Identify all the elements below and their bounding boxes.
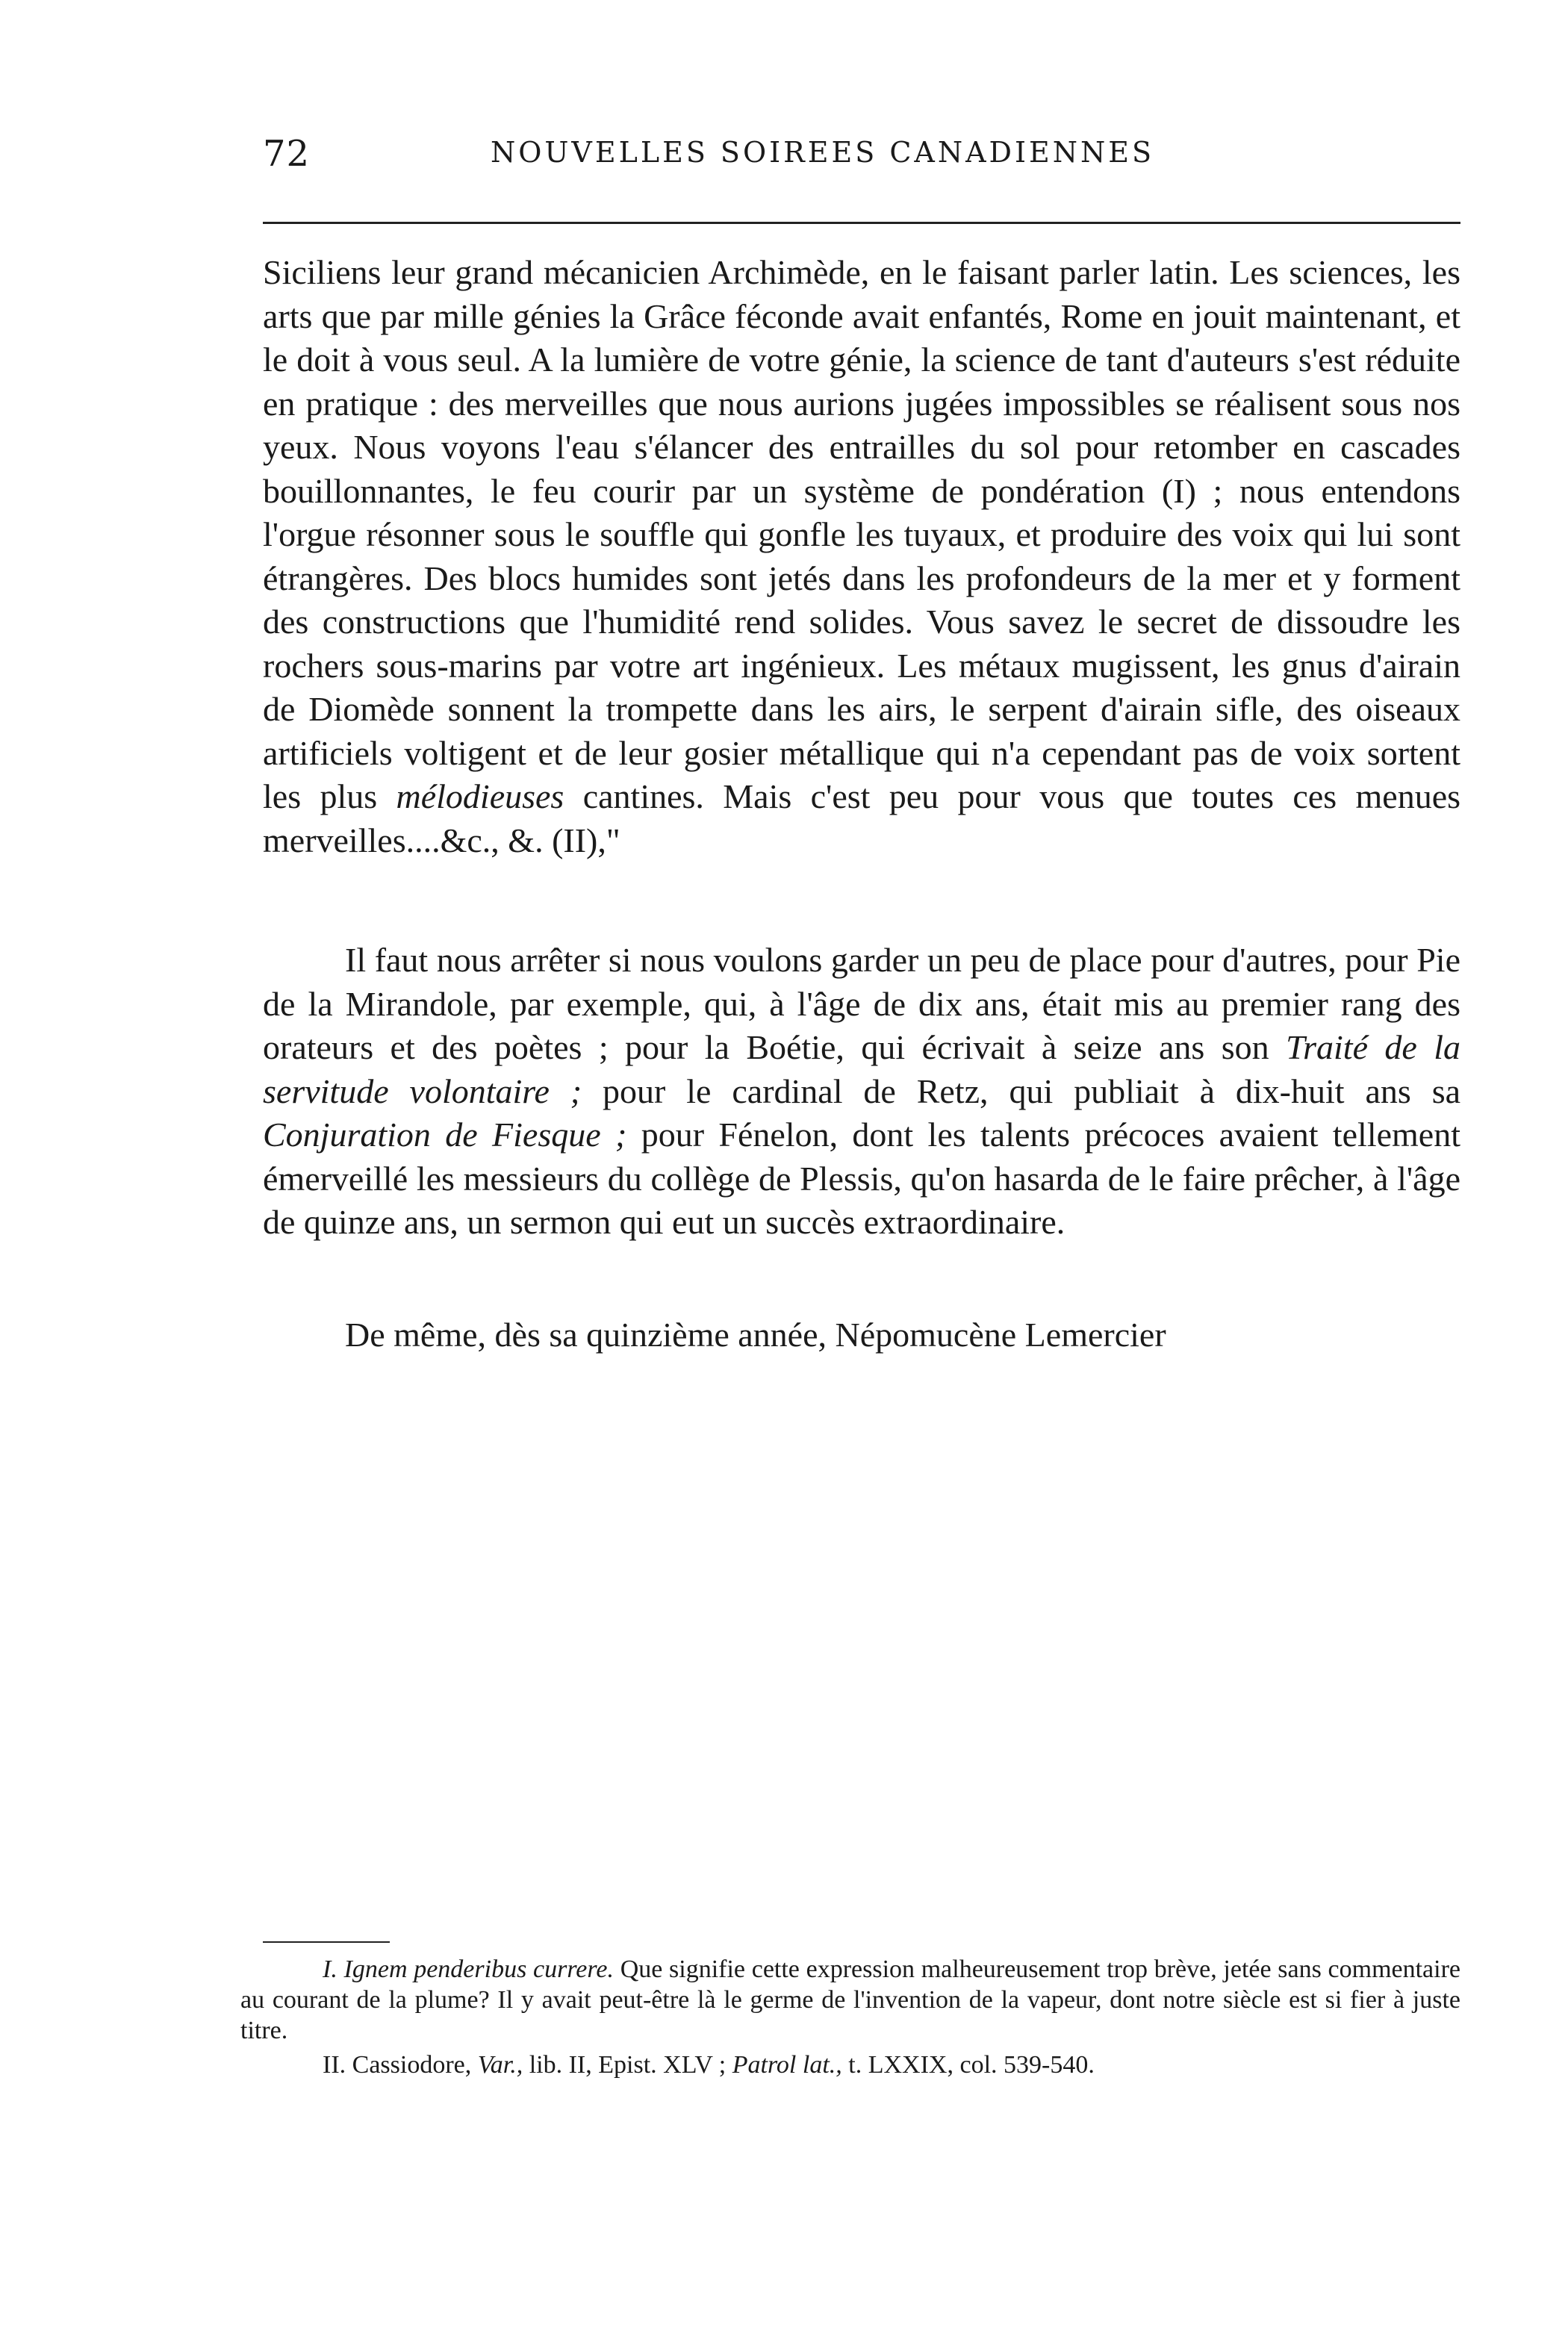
- body-text: [263, 251, 1460, 1357]
- paragraph-2-title-conjuration: Conjuration de Fiesque ;: [263, 1116, 627, 1154]
- footnote-2-text-b: lib. II, Epist. XLV ;: [529, 2051, 727, 2079]
- page-number: 72: [263, 133, 311, 175]
- paragraph-gap: [263, 862, 1460, 939]
- header-rule: [263, 222, 1460, 224]
- footnote-1: [240, 1954, 1460, 2046]
- footnote-2-text-a: II. Cassiodore,: [323, 2051, 472, 2079]
- footnote-1-quote: Ignem penderibus currere.: [343, 1955, 614, 1983]
- paragraph-gap: [263, 1245, 1460, 1313]
- paragraph-2-text-a: Il faut nous arrêter si nous voulons garder un peu de place pour d'autres, pour Pie de la Mirandole, par exemple, qui, à l'âge de dix ans, était mis au premier rang des orateurs et des poètes ; pour la Boétie, qui écrivait à seize ans son: [263, 941, 1460, 1066]
- footnote-2-italic-var: Var.,: [477, 2051, 523, 2079]
- running-title: NOUVELLES SOIREES CANADIENNES: [491, 136, 1155, 169]
- paragraph-3: De même, dès sa quinzième année, Népomucène Lemercier: [345, 1315, 1166, 1354]
- paragraph-1-end: cantines. Mais c'est peu pour vous que toutes ces menues merveilles....&c., &. (II),": [263, 777, 1461, 859]
- footnote-2-italic-patrol: Patrol lat.,: [732, 2051, 842, 2079]
- paragraph-2-text-c: pour Fénelon, dont les talents précoces avaient tellement émerveillé les messieurs du collège de Plessis, qu'on hasarda de le faire prêcher, à l'âge de quinze ans, un sermon qui eut un succès extraordinaire.: [263, 1116, 1461, 1241]
- paragraph-2: [263, 939, 1460, 1245]
- footnotes: [240, 1954, 1460, 2084]
- footnote-rule: [263, 1941, 390, 1943]
- page-header: [263, 133, 1457, 185]
- paragraph-1-italic: mélodieuses: [396, 777, 564, 815]
- footnote-1-label: I.: [323, 1955, 337, 1983]
- footnote-1-text: Que signifie cette expression malheureusement trop brève, jetée sans commentaire au courant de la plume? Il y avait peut-être là le germe de l'invention de la vapeur, dont notre siècle est si fier à juste titre.: [240, 1955, 1461, 2044]
- footnote-2: [240, 2050, 1460, 2080]
- paragraph-1: [263, 251, 1460, 862]
- paragraph-1-text: Siciliens leur grand mécanicien Archimède, en le faisant parler latin. Les sciences, les arts que par mille génies la Grâce féconde avait enfantés, Rome en jouit maintenant, et le doit à vous seul. A la lumière de votre génie, la science de tant d'auteurs s'est réduite en pratique : des merveilles que nous aurions jugées impossibles se réalisent sous nos yeux. Nous voyons l'eau s'élancer des entrailles du sol pour retomber en cascades bouillonnantes, le feu courir par un système de pondération (I) ; nous entendons l'orgue résonner sous le souffle qui gonfle les tuyaux, et produire des voix qui lui sont étrangères. Des blocs humides sont jetés dans les profondeurs de la mer et y forment des constructions que l'humidité rend solides. Vous savez le secret de dissoudre les rochers sous-marins par votre art ingénieux. Les métaux mugissent, les gnus d'airain de Diomède sonnent la trompette dans les airs, le serpent d'airain sifle, des oiseaux artificiels voltigent et de leur gosier métallique qui n'a cependant pas de voix sortent les plus: [263, 253, 1460, 815]
- paragraph-2-title-traite: Traité de la servitude volontaire ;: [263, 1028, 1461, 1110]
- paragraph-2-text-b: pour le cardinal de Retz, qui publiait à dix-huit ans sa: [603, 1071, 1461, 1110]
- footnote-2-text-c: t. LXXIX, col. 539-540.: [848, 2051, 1095, 2079]
